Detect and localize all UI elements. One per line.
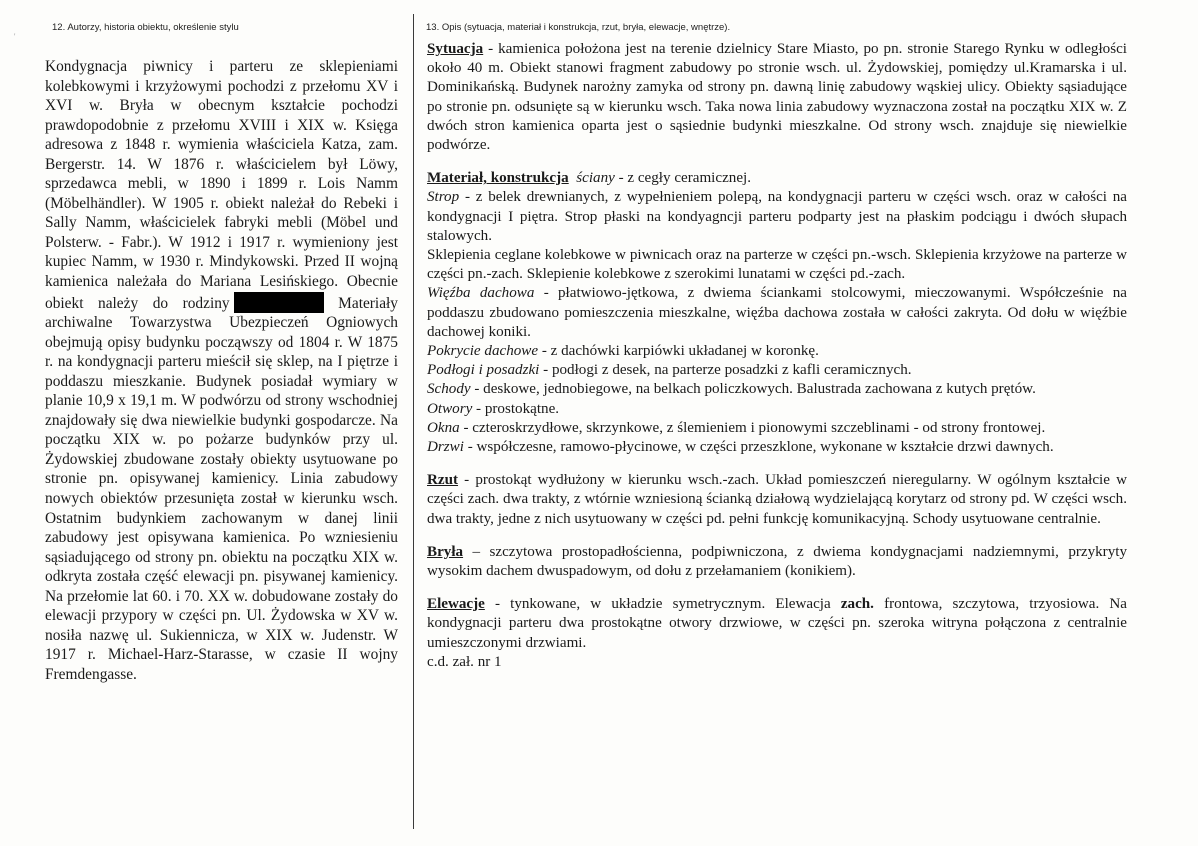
- schody-text: - deskowe, jednobiegowe, na belkach policzkowych. Balustrada zachowana z kutych prętów.: [470, 381, 1036, 398]
- rzut-title: Rzut: [427, 472, 459, 489]
- strop-label: Strop: [427, 189, 460, 206]
- pokrycie-label: Pokrycie dachowe: [427, 343, 539, 360]
- scan-mark: ': [14, 32, 16, 41]
- continuation-note: c.d. zał. nr 1: [427, 653, 502, 670]
- strop-text: - z belek drewnianych, z wypełnieniem polepą, na kondygnacji parteru w części wsch. oraz w całości na kondygnacji I piętra. Strop płaski na kondyagncji parteru podparty jest na płaskim podciągu i dwóch słupach stalowych.: [427, 189, 1127, 244]
- section-elewacje: [427, 595, 1127, 672]
- otwory-text: - prostokątne.: [472, 400, 560, 417]
- sklepienia-text: Sklepienia ceglane kolebkowe w piwnicach oraz na parterze w części pn.-wsch. Sklepienia krzyżowe na parterze w części pn.-zach. Sklepienie kolebkowe z szerokimi lunatami w części pd.-zach.: [427, 247, 1127, 283]
- section-material: [427, 169, 1127, 457]
- sytuacja-title: Sytuacja: [427, 41, 484, 57]
- section-rzut: [427, 471, 1127, 529]
- material-title: Materiał, konstrukcja: [427, 170, 569, 187]
- drzwi-label: Drzwi: [427, 439, 464, 456]
- elewacje-text-b: frontowa, szczytowa, trzyosiowa. Na kondygnacji parteru dwa prostokątne otwory drzwiowe, w części pn. szeroka witryna połączona z centralnie umieszczonymi drzwiami.: [427, 596, 1128, 651]
- redaction-box: [234, 292, 324, 313]
- wiezba-text: - płatwiowo-jętkowa, z dwiema ściankami stolcowymi, mieczowanymi. Współcześnie na poddaszu zbudowano pomieszczenia mieszkalne, więźba dachowa została w całości zakryta. Od dołu w więźbie dachowej koniki.: [427, 285, 1127, 340]
- section-sytuacja: [427, 40, 1127, 155]
- description-column: [427, 40, 1127, 686]
- history-text-part-2: Materiały archiwalne Towarzystwa Ubezpieczeń Ogniowych obejmują opisy budynku począwszy od 1804 r. W 1875 r. na kondygnacji parteru mieścił się sklep, na I piętrze i poddaszu mieszkanie. Budynek posiadał wymiary w planie 10,9 x 19,1 m. W podwórzu od strony wschodniej znajdowały się dwa niewielkie budynki gospodarcze. Na początku XIX w. po pożarze budynków przy ul. Żydowskiej zbudowane zostały obiekty usytuowane po stronie pn. opisywanej kamienicy. Linia zabudowy nowych obiektów przesunięta został w kierunku wsch. Ostatnim budynkiem zachowanym w danej linii zabudowy jest opisywana kamienica. Po wzniesieniu sąsiadującego od strony pn. obiektu na początku XIX w. odkryta została część elewacji pn. pisywanej kamienicy. Na przełomie lat 60. i 70. XX w. dobudowane zostały do elewacji przypory w części pn. Ul. Żydowska w XV w. nosiła nazwę ul. Sukiennicza, w XIX w. Judenstr. W 1917 r. Michael-Harz-Starasse, w czasie II wojny Fremdengasse.: [45, 294, 398, 683]
- section-bryla: [427, 543, 1127, 581]
- pokrycie-text: - z dachówki karpiówki układanej w koronkę.: [538, 343, 819, 360]
- column-divider: [413, 14, 414, 829]
- bryla-text: – szczytowa prostopadłościenna, podpiwniczona, z dwiema kondygnacjami nadziemnymi, przykryty wysokim dachem dwuspadowym, od dołu z przełamaniem (konikiem).: [427, 543, 1127, 580]
- right-column-header: 13. Opis (sytuacja, materiał i konstrukcja, rzut, bryła, elewacje, wnętrze).: [426, 22, 731, 33]
- okna-text: - czteroskrzydłowe, skrzynkowe, z ślemieniem i pionowymi szczeblinami - od strony frontowej.: [459, 419, 1046, 436]
- elewacje-title: Elewacje: [427, 596, 485, 613]
- elewacje-bold: zach.: [840, 596, 874, 613]
- sciany-text: - z cegły ceramicznej.: [614, 170, 751, 187]
- okna-label: Okna: [427, 419, 460, 436]
- podlogi-text: - podłogi z desek, na parterze posadzki z kafli ceramicznych.: [539, 362, 912, 379]
- sytuacja-text: - kamienica położona jest na terenie dzielnicy Stare Miasto, po pn. stronie Starego Rynku w odległości około 40 m. Obiekt stanowi fragment zabudowy po stronie wsch. ul. Żydowskiej, pomiędzy ul.Kramarska i ul. Dominikańską. Budynek narożny zamyka od strony pn. dawną linię zabudowy wąskiej ulicy. Obiekty sąsiadujące po stronie pn. odsunięte są w kierunku wsch. Taka nowa linia zabudowy wyznaczona został na początku XIX w. Z dwóch stron kamienica oparta jest o sąsiednie budynki mieszkalne. Od strony wsch. znajduje się niewielkie podwórze.: [427, 41, 1127, 154]
- schody-label: Schody: [427, 381, 471, 398]
- elewacje-text-a: - tynkowane, w układzie symetrycznym. Elewacja: [484, 596, 841, 613]
- podlogi-label: Podłogi i posadzki: [427, 362, 540, 379]
- sciany-label: ściany: [576, 170, 615, 187]
- history-column: [45, 57, 398, 685]
- bryla-title: Bryła: [427, 543, 464, 560]
- history-text: [45, 57, 398, 685]
- history-text-part-1: Kondygnacja piwnicy i parteru ze sklepieniami kolebkowymi i krzyżowymi pochodzi z przełomu XV i XVI w. Bryła w obecnym kształcie pochodzi prawdopodobnie z przełomu XVIII i XIX w. Księga adresowa z 1848 r. wymienia właściciela Katza, zam. Bergerstr. 14. W 1876 r. właścicielem był Löwy, sprzedawca mebli, w 1890 i 1899 r. Lois Namm (Möbelhändler). W 1905 r. obiekt należał do Rebeki i Sally Namm, właścicielek fabryki mebli (Möbel und Polsterw. - Fabr.). W 1912 i 1917 r. wymieniony jest kupiec Namm, w 1930 r. Mindykowski. Przed II wojną kamienica należała do Mariana Lesińskiego. Obecnie obiekt należy do rodziny: [45, 58, 398, 312]
- left-column-header: 12. Autorzy, historia obiektu, określenie stylu: [52, 22, 239, 33]
- otwory-label: Otwory: [427, 400, 473, 417]
- rzut-text: - prostokąt wydłużony w kierunku wsch.-zach. Układ pomieszczeń nieregularny. W ogólnym kształcie w części zach. dwa trakty, z wtórnie wzniesioną ścianką działową wydzielającą korytarz od strony pd. W części wsch. dwa trakty, jedne z nich usytuowany w części pd. pełni funkcję komunikacyjną. Schody usytuowane centralnie.: [427, 472, 1127, 527]
- drzwi-text: - współczesne, ramowo-płycinowe, w części przeszklone, wykonane w kształcie drzwi dawnych.: [463, 439, 1054, 456]
- wiezba-label: Więźba dachowa: [427, 285, 535, 302]
